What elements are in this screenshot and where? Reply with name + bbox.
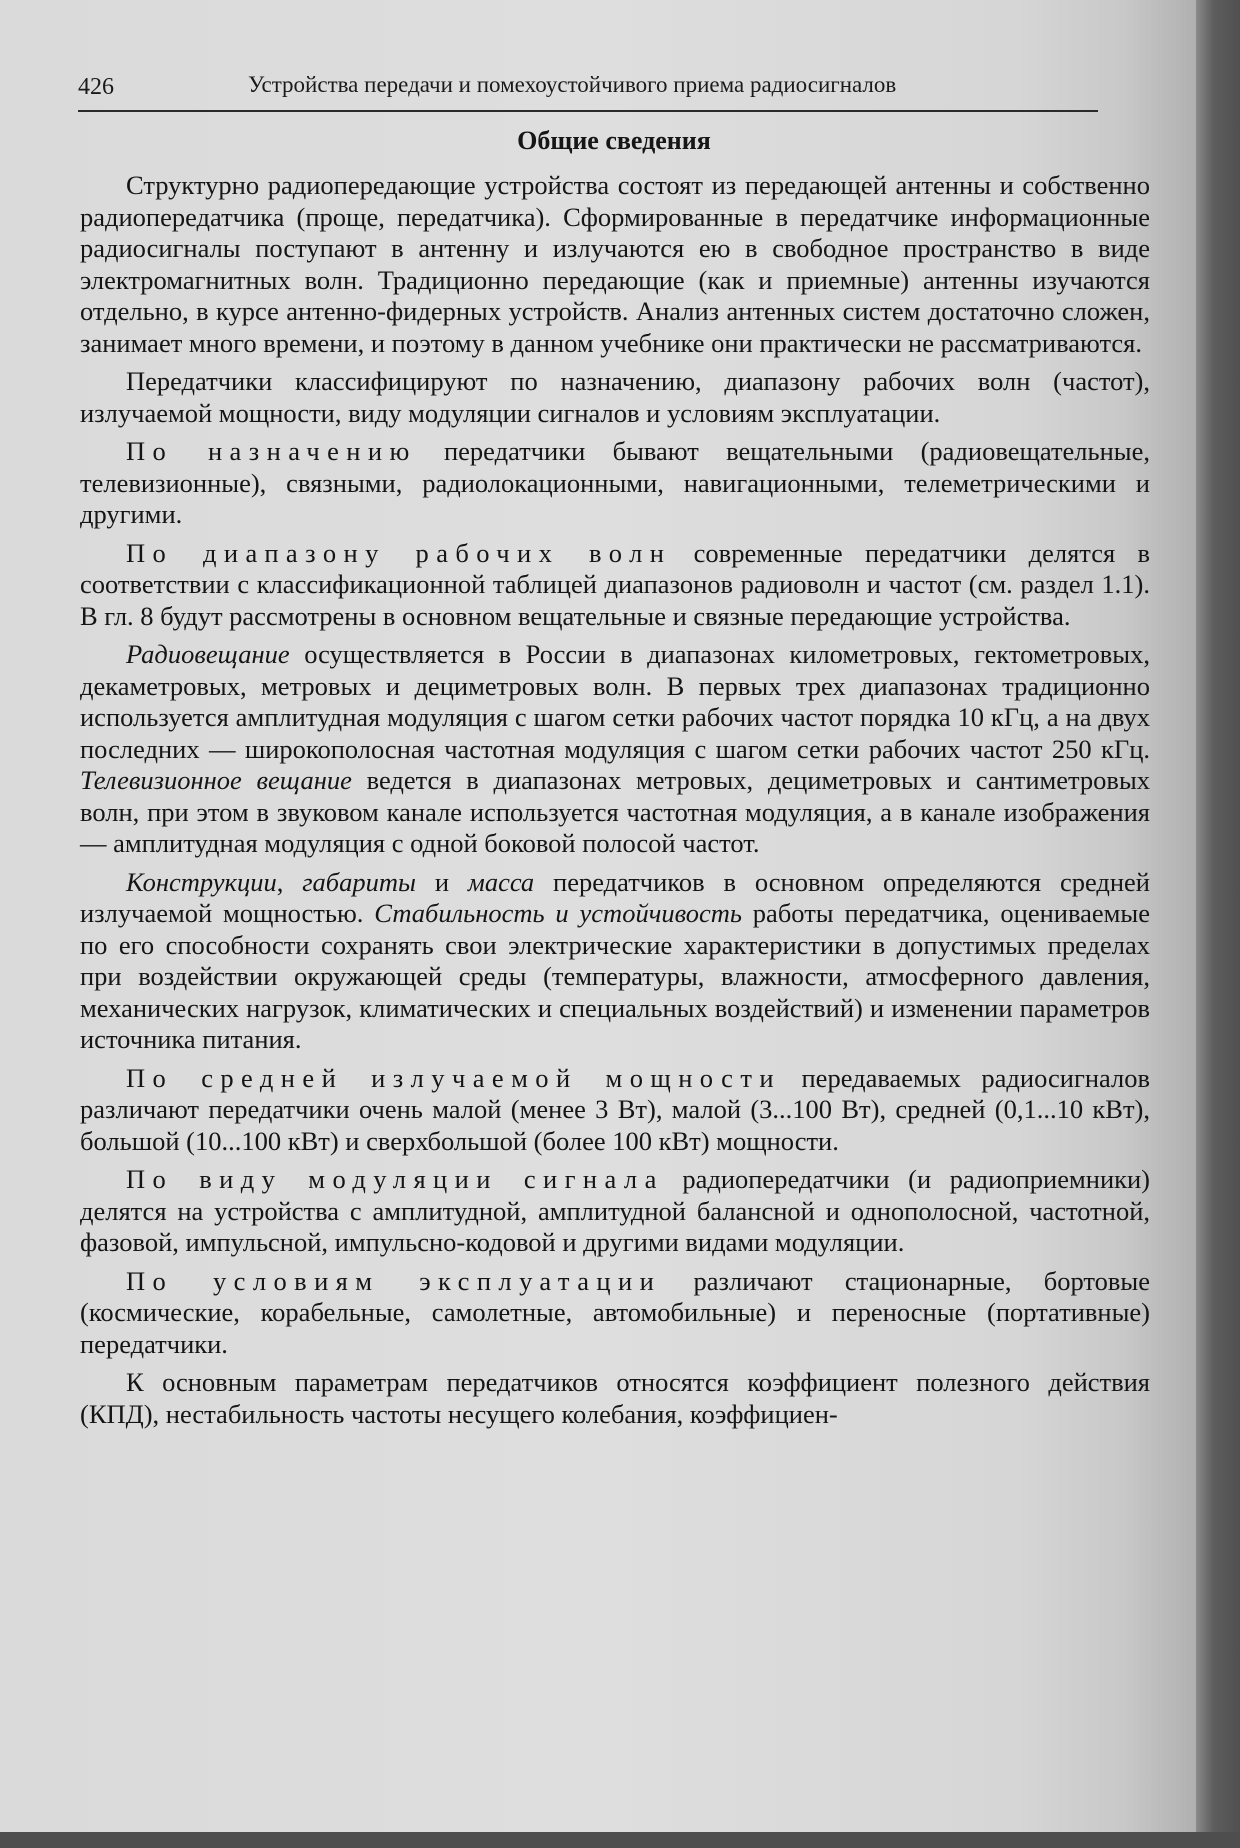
paragraph-text: и <box>415 866 468 897</box>
scanner-bottom-edge <box>0 1832 1240 1848</box>
italic-term: Радиовещание <box>126 639 290 669</box>
paragraph-text: передатчики бывают вещательными (радиовещательные, телевизионные), связными, радиолокационными, навигационными, телеметрическими и другими. <box>80 436 1150 529</box>
italic-term: Телевизионное вещание <box>80 765 352 795</box>
italic-term: габариты <box>302 866 416 897</box>
paragraph-structure: Структурно радиопередающие устройства состоят из передающей антенны и собственно радиопередатчика (проще, передатчика). Сформированные в передатчике информационные радиосигналы поступают в антенну и излучаются ею в свободное пространство в виде электромагнитных волн. Традиционно передающие (как и приемные) антенны изучаются отдельно, в курсе антенно-фидерных устройств. Анализ антенных систем достаточно сложен, занимает много времени, и поэтому в данном учебнике они практически не рассматриваются. <box>80 170 1150 358</box>
book-binding-shadow <box>1196 0 1240 1848</box>
spaced-lead-term: По виду модуляции сигнала <box>126 1164 664 1194</box>
paragraph-by-conditions <box>80 1266 1150 1361</box>
section-title: Общие сведения <box>517 126 711 155</box>
page-number: 426 <box>78 74 114 100</box>
running-header <box>78 72 1098 112</box>
paragraph-by-purpose <box>80 436 1150 531</box>
spaced-lead-term: По назначению <box>126 436 417 466</box>
paragraph-by-modulation <box>80 1164 1150 1259</box>
italic-term: Стабильность и устойчивость <box>374 898 742 928</box>
paragraph-text: радиопередатчики (и радиоприемники) делятся на устройства с амплитудной, амплитудной балансной и однополосной, частотной, фазовой, импульсной, импульсно-кодовой и другими видами модуляции. <box>80 1164 1151 1257</box>
paragraph-text: различают стационарные, бортовые (космические, корабельные, самолетные, автомобильные) и переносные (портативные) передатчики. <box>80 1265 1150 1359</box>
spaced-lead-term: По средней излучаемой мощности <box>126 1062 781 1093</box>
paragraph-broadcasting <box>80 639 1150 860</box>
italic-term: Конструкции <box>126 866 277 897</box>
paragraph-parameters: К основным параметрам передатчиков относятся коэффициент полезного действия (КПД), нестабильность частоты несущего колебания, коэффициен- <box>80 1367 1150 1429</box>
italic-term: масса <box>467 866 535 897</box>
paragraph-design <box>80 867 1150 1056</box>
spaced-lead-term: По диапазону рабочих волн <box>126 537 672 568</box>
spaced-lead-term: По условиям эксплуатации <box>126 1265 662 1296</box>
running-title: Устройства передачи и помехоустойчивого приема радиосигналов <box>248 72 897 97</box>
paragraph-text: современные передатчики делятся в соответствии с классификационной таблицей диапазонов радиоволн и частот (см. раздел 1.1). В гл. 8 будут рассмотрены в основном вещательные и связные передающие устройства. <box>80 537 1150 631</box>
paragraph-by-band <box>80 538 1150 633</box>
paragraph-text: осуществляется в России в диапазонах километровых, гектометровых, декаметровых, метровых и дециметровых волн. В первых трех диапазонах традиционно используется амплитудная модуляция с шагом сетки рабочих частот порядка 10 кГц, а на двух последних — широкополосная частотная модуляция с шагом сетки рабочих частот 250 кГц. <box>80 639 1150 764</box>
paragraph-text: ведется в диапазонах метровых, дециметровых и сантиметровых волн, при этом в звуковом канале используется частотная модуляция, а в канале изображения — амплитудная модуляция с одной боковой полосой частот. <box>80 765 1150 858</box>
paragraph-text: передатчиков в основном определяются средней излучаемой мощностью. <box>80 866 1150 928</box>
paragraph-text: передаваемых радиосигналов различают передатчики очень малой (менее 3 Вт), малой (3...100 Вт), средней (0,1...10 кВт), большой (10...100 кВт) и сверхбольшой (более 100 кВт) мощности. <box>80 1062 1150 1156</box>
paragraph-text: работы передатчика, оцениваемые по его способности сохранять свои электрические характеристики в допустимых пределах при воздействии окружающей среды (температуры, влажности, атмосферного давления, механических нагрузок, климатических и специальных воздействий) и изменении параметров источника питания. <box>80 898 1150 1054</box>
paragraph-classification: Передатчики классифицируют по назначению, диапазону рабочих волн (частот), излучаемой мощности, виду модуляции сигналов и условиям эксплуатации. <box>80 366 1150 428</box>
body-text <box>80 170 1150 1437</box>
paragraph-by-power <box>80 1063 1150 1158</box>
paragraph-text: , <box>276 866 303 897</box>
